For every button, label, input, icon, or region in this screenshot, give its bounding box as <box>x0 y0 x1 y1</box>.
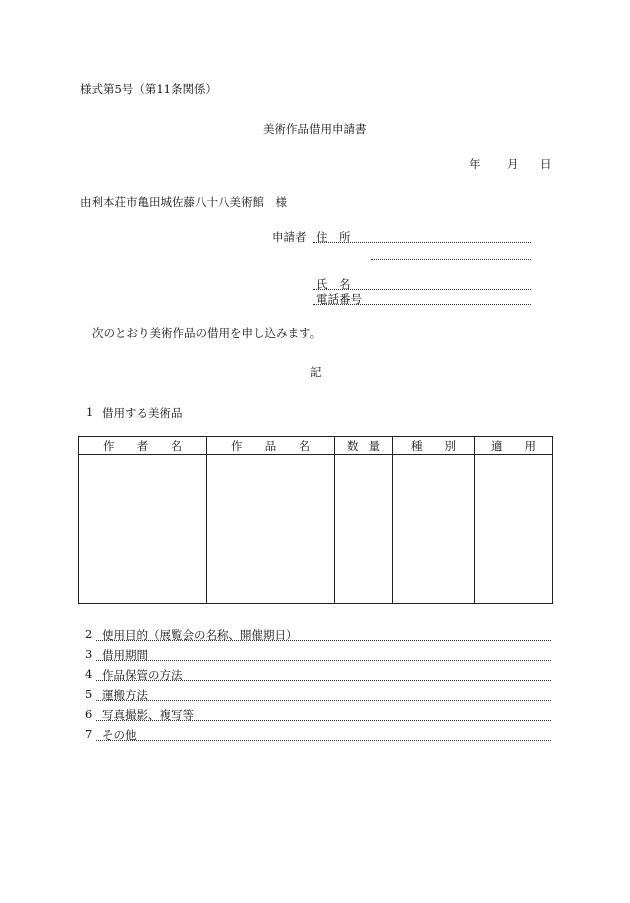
item-6-line[interactable] <box>96 720 551 721</box>
table-body-row <box>79 455 553 604</box>
date-year: 年 <box>469 157 481 171</box>
address-line-2[interactable] <box>371 259 531 260</box>
address-line-1[interactable] <box>313 242 531 243</box>
table-header-row <box>79 437 553 455</box>
cell-work-title[interactable] <box>207 455 335 604</box>
item-4-line[interactable] <box>96 680 551 681</box>
name-line[interactable] <box>313 289 531 290</box>
section1-label: 借用する美術品 <box>102 406 183 420</box>
item-3-line[interactable] <box>96 660 551 661</box>
item-5-line[interactable] <box>96 700 551 701</box>
date-month: 月 <box>507 157 519 171</box>
intro-text: 次のとおり美術作品の借用を申し込みます。 <box>92 326 322 340</box>
address-label: 住 所 <box>316 230 351 244</box>
phone-label: 電話番号 <box>316 292 362 306</box>
header-category: 種 別 <box>393 437 475 455</box>
item-2-line[interactable] <box>96 640 551 641</box>
name-label: 氏 名 <box>316 277 351 291</box>
cell-category[interactable] <box>393 455 475 604</box>
item-7-line[interactable] <box>96 740 551 741</box>
cell-remarks[interactable] <box>475 455 553 604</box>
section1-number: 1 <box>86 405 94 419</box>
ki-marker: 記 <box>310 365 322 379</box>
header-work-title: 作 品 名 <box>207 437 335 455</box>
document-title: 美術作品借用申請書 <box>263 122 367 136</box>
form-number: 様式第5号（第11条関係） <box>80 82 217 96</box>
addressee: 由利本荘市亀田城佐藤八十八美術館 様 <box>80 195 287 209</box>
phone-line[interactable] <box>313 304 531 305</box>
cell-quantity[interactable] <box>335 455 393 604</box>
artworks-table <box>78 436 553 604</box>
header-quantity: 数 量 <box>335 437 393 455</box>
applicant-label: 申請者 <box>272 230 307 244</box>
date-day: 日 <box>540 157 552 171</box>
header-remarks: 適 用 <box>475 437 553 455</box>
cell-artist-name[interactable] <box>79 455 207 604</box>
header-artist-name: 作 者 名 <box>79 437 207 455</box>
